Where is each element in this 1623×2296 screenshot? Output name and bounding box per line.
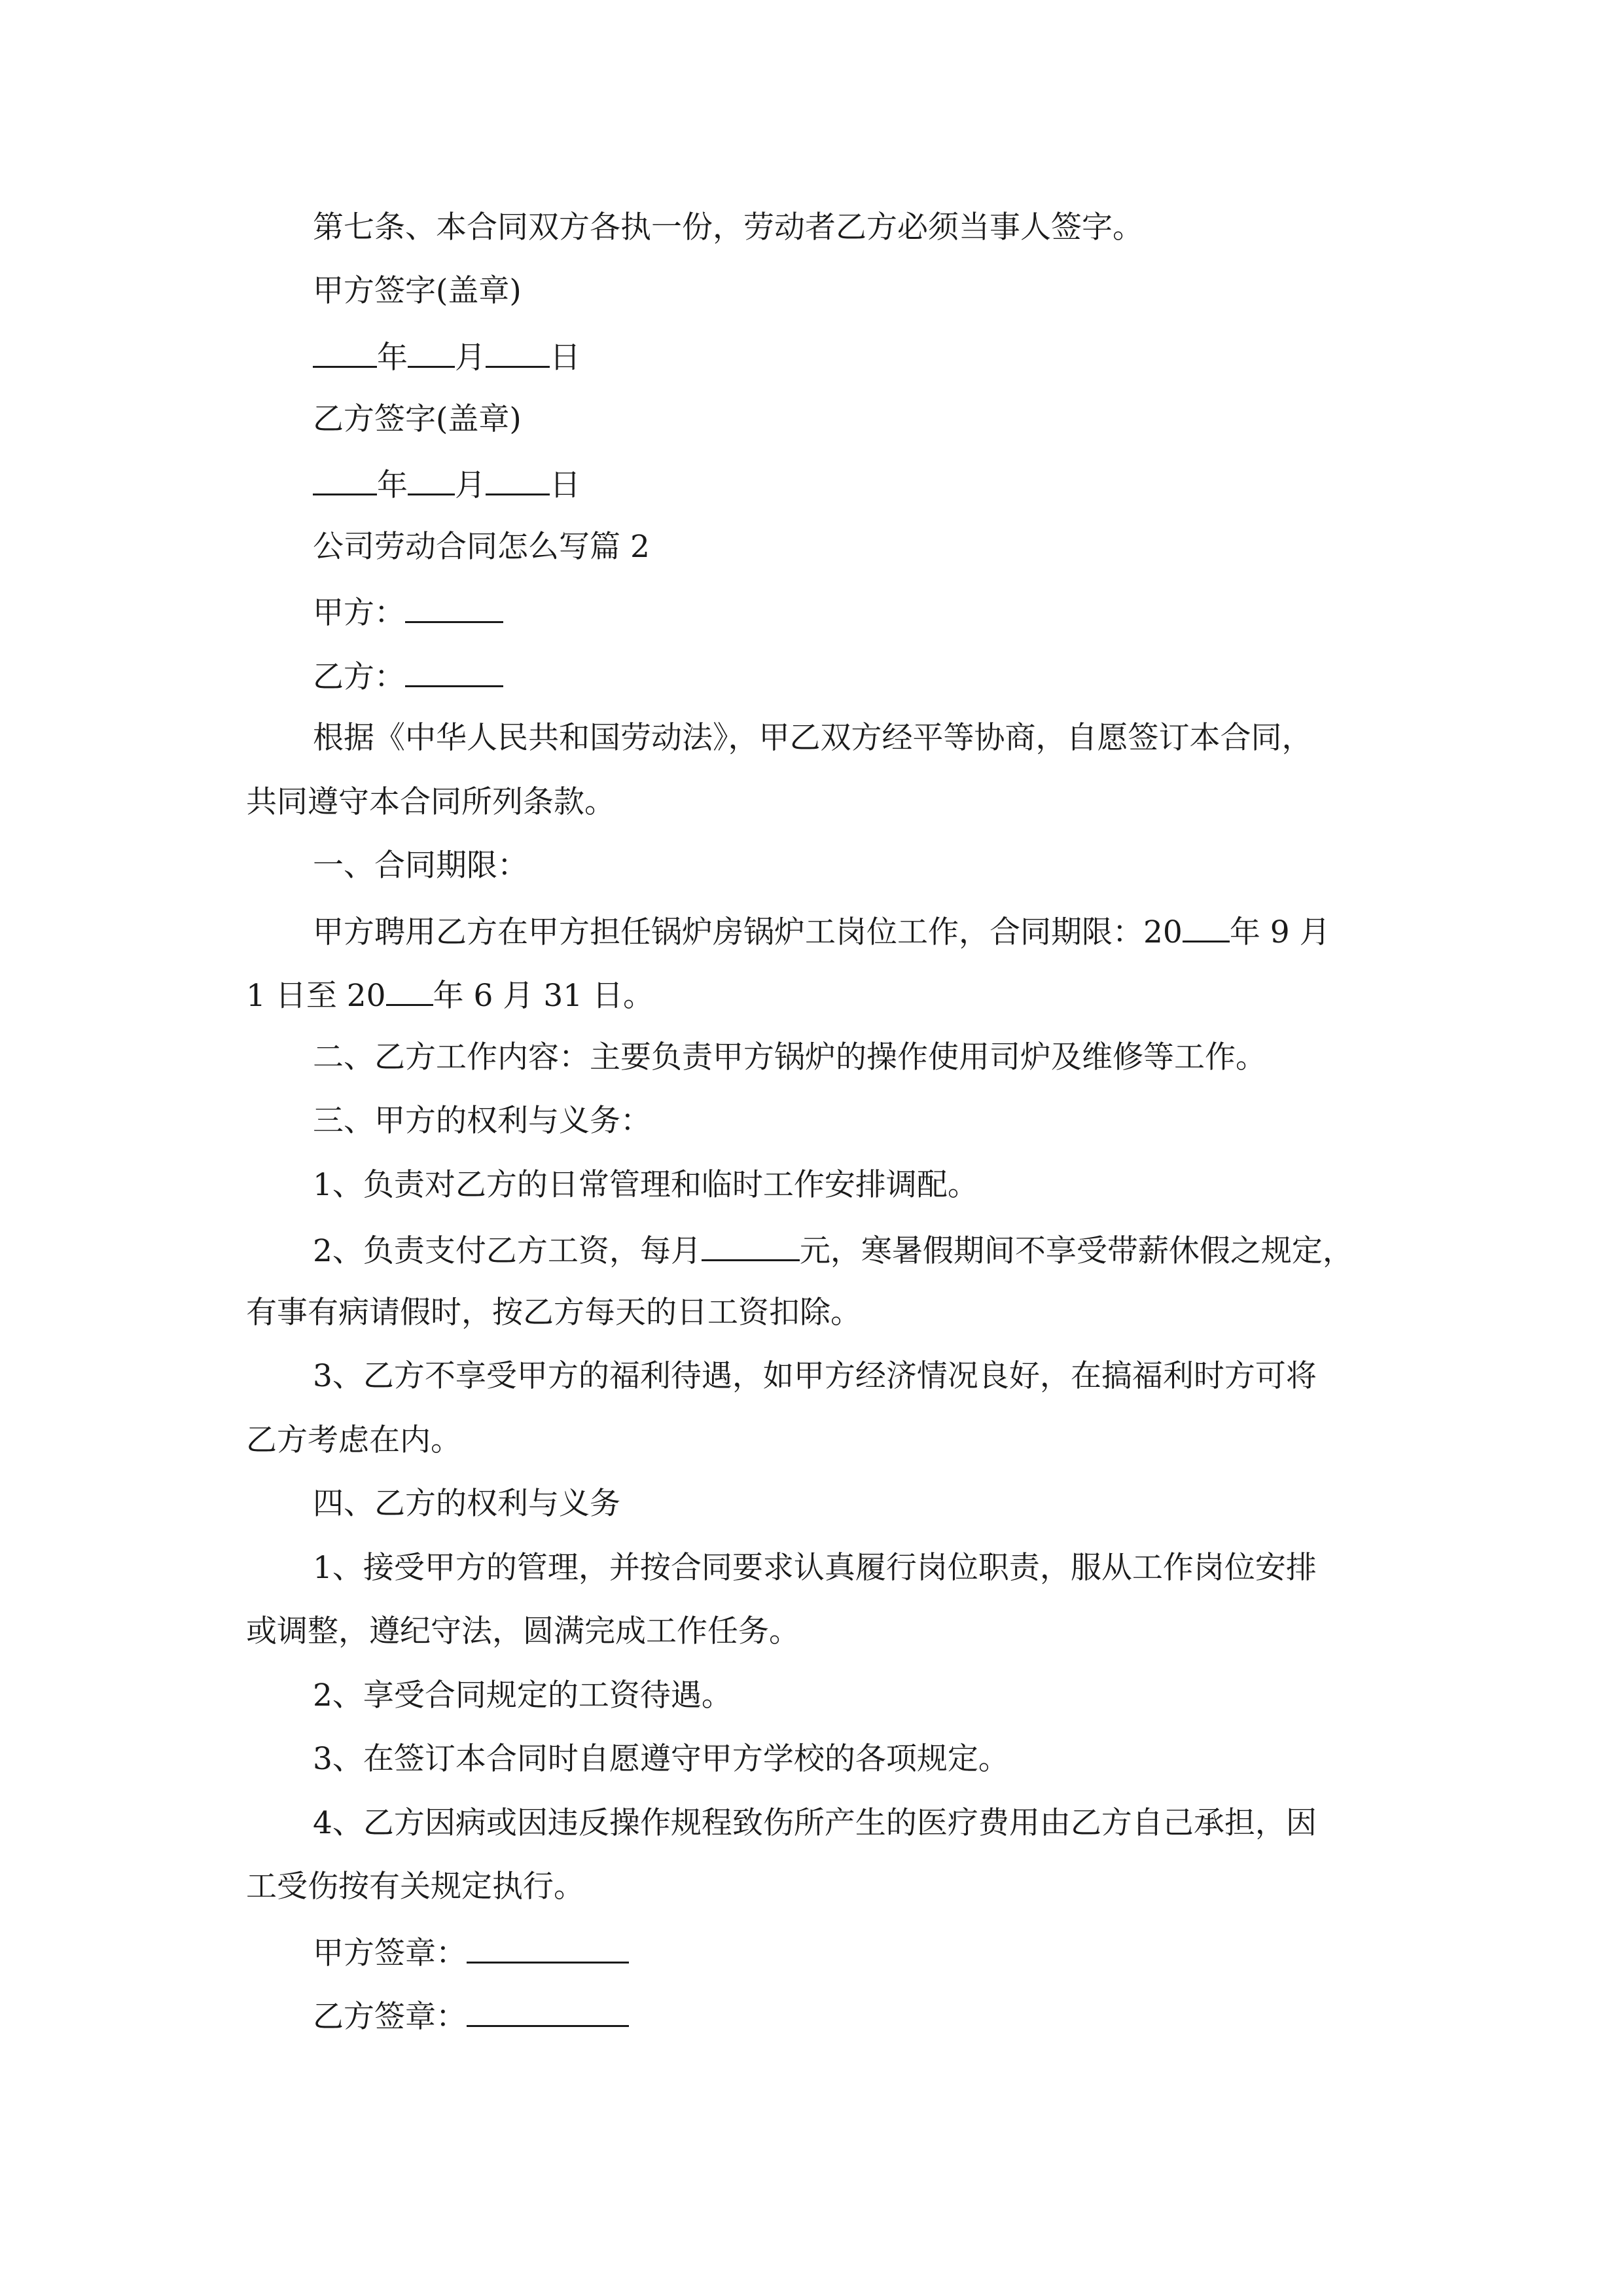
heading-work-content: 二、乙方工作内容：主要负责甲方锅炉的操作使用司炉及维修等工作。	[313, 1039, 1266, 1075]
term-paragraph-line-1: 甲方聘用乙方在甲方担任锅炉房锅炉工岗位工作，合同期限：20 年 9 月	[313, 910, 1399, 952]
term-paragraph-line-2: 1 日至 20 年 6 月 31 日。	[246, 974, 1398, 1016]
party-b-item-1-line-1: 1、接受甲方的管理，并按合同要求认真履行岗位职责，服从工作岗位安排	[313, 1550, 1317, 1586]
party-b-signature-label: 乙方签字(盖章)	[313, 401, 522, 437]
day-blank	[486, 463, 550, 495]
party-a-date-line: 年 月 日	[313, 336, 1399, 378]
article-7: 第七条、本合同双方各执一份，劳动者乙方必须当事人签字。	[313, 209, 1143, 245]
party-a-item-3-line-2: 乙方考虑在内。	[246, 1422, 461, 1458]
party-b-item-3: 3、在签订本合同时自愿遵守甲方学校的各项规定。	[313, 1741, 1009, 1777]
party-a-item-1: 1、负责对乙方的日常管理和临时工作安排调配。	[313, 1167, 978, 1203]
party-a-signature-label: 甲方签字(盖章)	[313, 273, 522, 309]
party-a-blank	[405, 591, 503, 623]
day-blank	[486, 336, 550, 368]
section-title: 公司劳动合同怎么写篇 2	[313, 529, 650, 565]
heading-party-b-rights: 四、乙方的权利与义务	[313, 1486, 620, 1522]
party-b-item-2: 2、享受合同规定的工资待遇。	[313, 1677, 732, 1713]
party-b-item-1-line-2: 或调整，遵纪守法，圆满完成工作任务。	[246, 1613, 800, 1649]
party-b-item-4-line-2: 工受伤按有关规定执行。	[246, 1869, 584, 1905]
heading-contract-term: 一、合同期限：	[313, 848, 528, 884]
term-year-blank	[1183, 910, 1230, 942]
party-b-line: 乙方：	[313, 655, 1399, 697]
party-a-seal-blank	[467, 1931, 629, 1964]
party-b-seal-blank	[467, 1995, 629, 2027]
party-b-date-line: 年 月 日	[313, 463, 1399, 505]
party-a-item-2-line-1: 2、负责支付乙方工资，每月 元，寒暑假期间不享受带薪休假之规定，	[313, 1229, 1399, 1271]
party-a-item-3-line-1: 3、乙方不享受甲方的福利待遇，如甲方经济情况良好，在搞福利时方可将	[313, 1358, 1317, 1394]
month-blank	[408, 336, 455, 368]
salary-blank	[702, 1229, 800, 1261]
intro-paragraph-line-2: 共同遵守本合同所列条款。	[246, 784, 615, 820]
year-blank	[313, 463, 377, 495]
intro-paragraph-line-1: 根据《中华人民共和国劳动法》，甲乙双方经平等协商，自愿签订本合同，	[313, 720, 1313, 756]
party-a-item-2-line-2: 有事有病请假时，按乙方每天的日工资扣除。	[246, 1295, 861, 1331]
heading-party-a-rights: 三、甲方的权利与义务：	[313, 1103, 651, 1139]
party-b-blank	[405, 655, 503, 687]
party-a-seal-line: 甲方签章：	[313, 1931, 1399, 1973]
party-a-line: 甲方：	[313, 591, 1399, 633]
year-blank	[313, 336, 377, 368]
party-b-item-4-line-1: 4、乙方因病或因违反操作规程致伤所产生的医疗费用由乙方自己承担，因	[313, 1805, 1317, 1841]
term-end-year-blank	[386, 974, 433, 1006]
month-blank	[408, 463, 455, 495]
party-b-seal-line: 乙方签章：	[313, 1995, 1399, 2037]
